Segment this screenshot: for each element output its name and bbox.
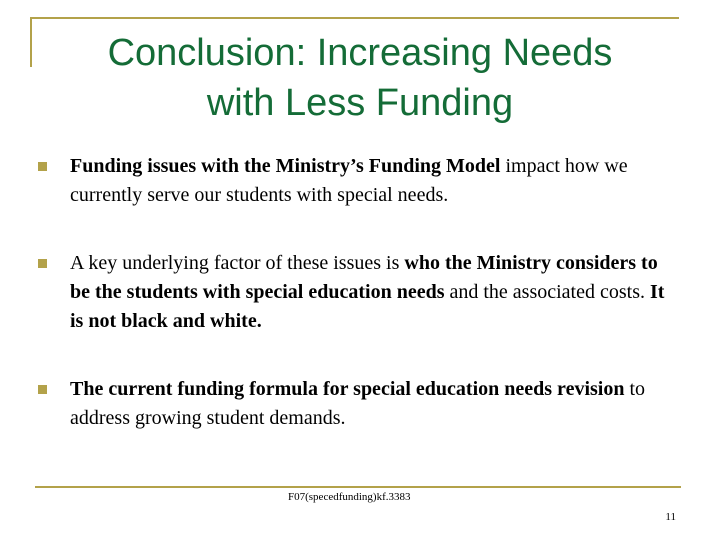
bullet-text-bold: The current funding formula for special education needs revision bbox=[70, 378, 625, 400]
bullet-text-regular: A key underlying factor of these issues is bbox=[70, 252, 405, 274]
bullet-item-1 bbox=[34, 152, 674, 210]
square-bullet-icon bbox=[38, 162, 47, 171]
footer-code: F07(specedfunding)kf.3383 bbox=[288, 491, 411, 503]
bullet-text-regular: impact how we currently serve our students with special needs. bbox=[70, 155, 628, 206]
bullet-text bbox=[70, 249, 670, 336]
title-line-2: with Less Funding bbox=[206, 82, 514, 124]
title-frame-left-rule bbox=[30, 17, 32, 67]
bullet-text-bold: It is not black and white. bbox=[70, 281, 665, 332]
bullet-item-3 bbox=[34, 375, 674, 433]
slide-title bbox=[40, 28, 680, 128]
bullet-item-2 bbox=[34, 249, 674, 336]
bullet-text bbox=[70, 375, 670, 433]
page-number: 11 bbox=[665, 511, 676, 523]
square-bullet-icon bbox=[38, 259, 47, 268]
bullet-text bbox=[70, 152, 670, 210]
bullet-text-regular: to address growing student demands. bbox=[70, 378, 646, 429]
bullet-text-bold: who the Ministry considers to be the students with special education needs bbox=[70, 252, 658, 303]
bullet-text-bold: Funding issues with the Ministry’s Funding Model bbox=[70, 155, 501, 177]
title-frame-top-rule bbox=[30, 17, 679, 19]
square-bullet-icon bbox=[38, 385, 47, 394]
footer-rule bbox=[35, 486, 681, 488]
title-line-1: Conclusion: Increasing Needs bbox=[107, 32, 613, 74]
bullet-text-regular: and the associated costs. bbox=[444, 281, 650, 303]
